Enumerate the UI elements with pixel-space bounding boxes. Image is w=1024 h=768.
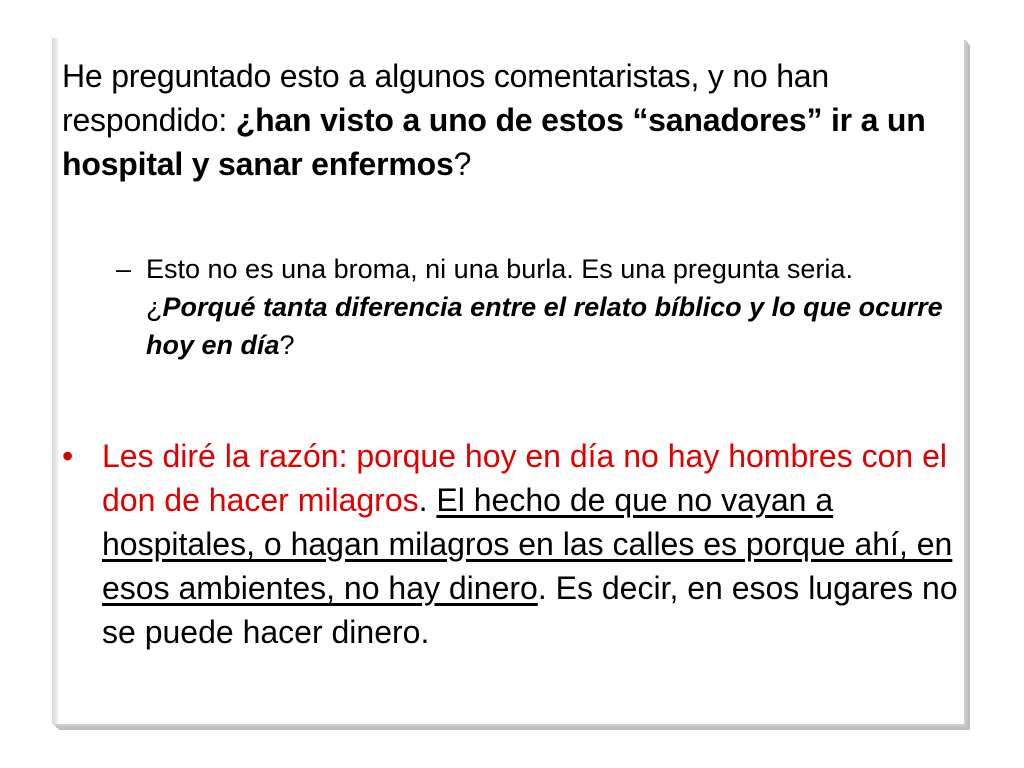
sub-item-emphasis: Porqué tanta diferencia entre el relato bíblico y lo que ocurre hoy en día (146, 292, 943, 360)
bullet-underlined-text: El hecho de que no vayan a hospitales, o hagan milagros en las calles es porque ahí, en esos ambientes, no hay dinero (102, 482, 953, 606)
sub-item-dash: – (116, 254, 132, 284)
bullet-marker: • (62, 438, 74, 474)
slide-left-edge (52, 38, 58, 724)
sub-item-normal: Esto no es una broma, ni una burla. Es una pregunta seria. ¿ (146, 254, 853, 322)
sub-item-question-mark: ? (279, 330, 295, 360)
bullet-period: . (418, 482, 437, 518)
intro-question-mark: ? (453, 146, 472, 182)
bullet-text (102, 434, 962, 654)
intro-text: He preguntado esto a algunos comentaristas, y no han respondido: (62, 58, 829, 138)
bullet-red-text: Les diré la razón: porque hoy en día no hay hombres con el don de hacer milagros (102, 438, 947, 518)
sub-item-text (146, 250, 956, 364)
intro-paragraph (62, 54, 952, 186)
intro-question: ¿han visto a uno de estos “sanadores” ir a un hospital y sanar enfermos (62, 102, 926, 182)
bullet-final-text: . Es decir, en esos lugares no se puede hacer dinero. (102, 570, 958, 650)
